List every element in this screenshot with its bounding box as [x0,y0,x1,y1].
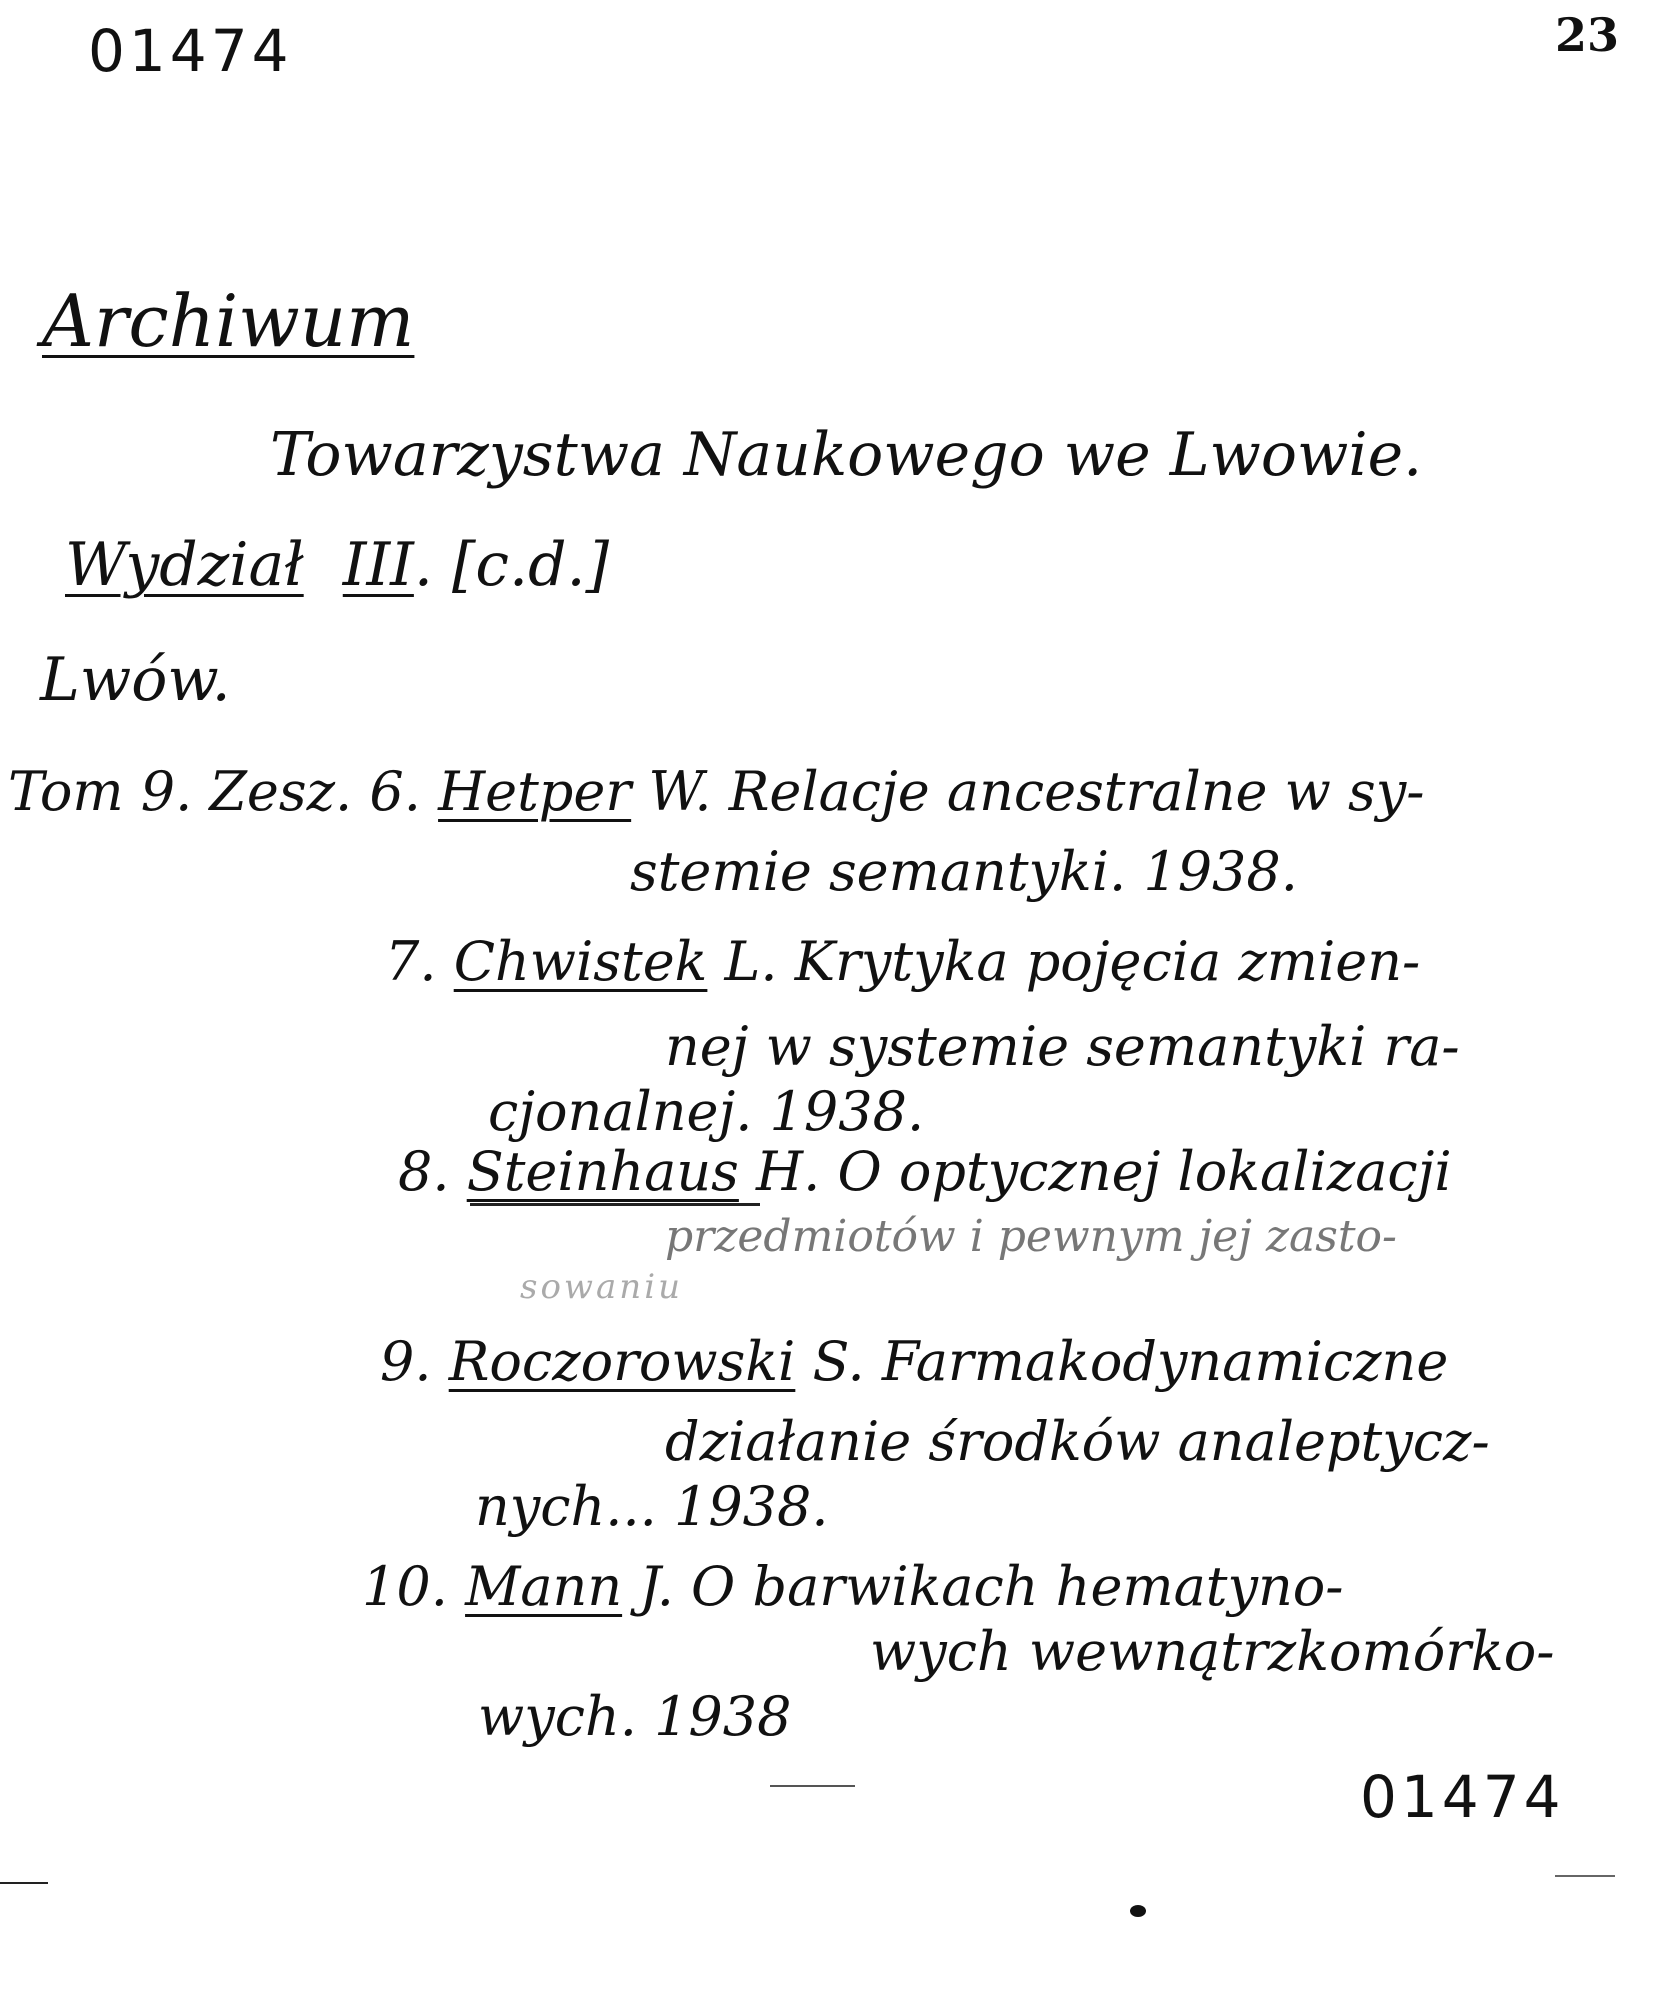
entry-7-continuation-2: cjonalnej. 1938. [488,1080,925,1143]
scan-mark-left [0,1882,48,1884]
entry-7-title: L. Krytyka pojęcia zmien- [707,930,1421,993]
division-line [65,530,609,600]
entry-7-line [385,930,1421,993]
entry-9-continuation-1: działanie środków analeptycz- [665,1410,1490,1473]
entry-9-prefix: 9. [380,1330,432,1393]
catalog-id-top: 01474 [88,17,293,85]
entry-8-title: H. O optycznej lokalizacji [738,1140,1452,1203]
entry-8-author-underline-extra [470,1203,760,1206]
entry-9-author: Roczorowski [448,1330,796,1393]
entry-10-prefix: 10. [362,1555,448,1618]
entry-6-line [8,760,1425,823]
entry-6-author: Hetper [438,760,632,823]
entry-6-prefix: Tom 9. Zesz. 6. [8,760,421,823]
archive-heading: Archiwum [42,279,415,363]
entry-9-line [380,1330,1449,1393]
ink-speck [1130,1905,1146,1917]
entry-6-title: W. Relacje ancestralne w sy- [631,760,1425,823]
division-note: . [c.d.] [413,530,609,600]
society-name: Towarzystwa Naukowego we Lwowie. [270,420,1423,490]
catalog-id-bottom: 01474 [1360,1763,1565,1831]
entry-10-line [362,1555,1344,1618]
entry-7-prefix: 7. [385,930,437,993]
entry-8-continuation-1: przedmiotów i pewnym jej zasto- [665,1211,1397,1262]
entry-10-continuation-1: wych wewnątrzkomórko- [870,1620,1555,1683]
city-label: Lwów. [40,645,231,715]
page-number: 23 [1555,8,1620,62]
entry-7-author: Chwistek [453,930,708,993]
division-number: III [342,530,414,600]
entry-8-prefix: 8. [398,1140,450,1203]
entry-10-continuation-2: wych. 1938 [478,1685,792,1748]
entry-10-author: Mann [465,1555,623,1618]
entry-6-continuation: stemie semantyki. 1938. [630,840,1298,903]
entry-7-continuation-1: nej w systemie semantyki ra- [665,1015,1460,1078]
entry-10-title: J. O barwikach hematyno- [622,1555,1344,1618]
entry-9-continuation-2: nych... 1938. [475,1475,829,1538]
scan-mark-right [1555,1875,1615,1877]
entry-8-author: Steinhaus [466,1140,739,1203]
entry-8-line [398,1140,1452,1203]
scan-mark-center [770,1785,855,1787]
division-label: Wydział [65,530,304,600]
entry-8-continuation-2: sowaniu [520,1267,683,1307]
entry-9-title: S. Farmakodynamiczne [795,1330,1449,1393]
